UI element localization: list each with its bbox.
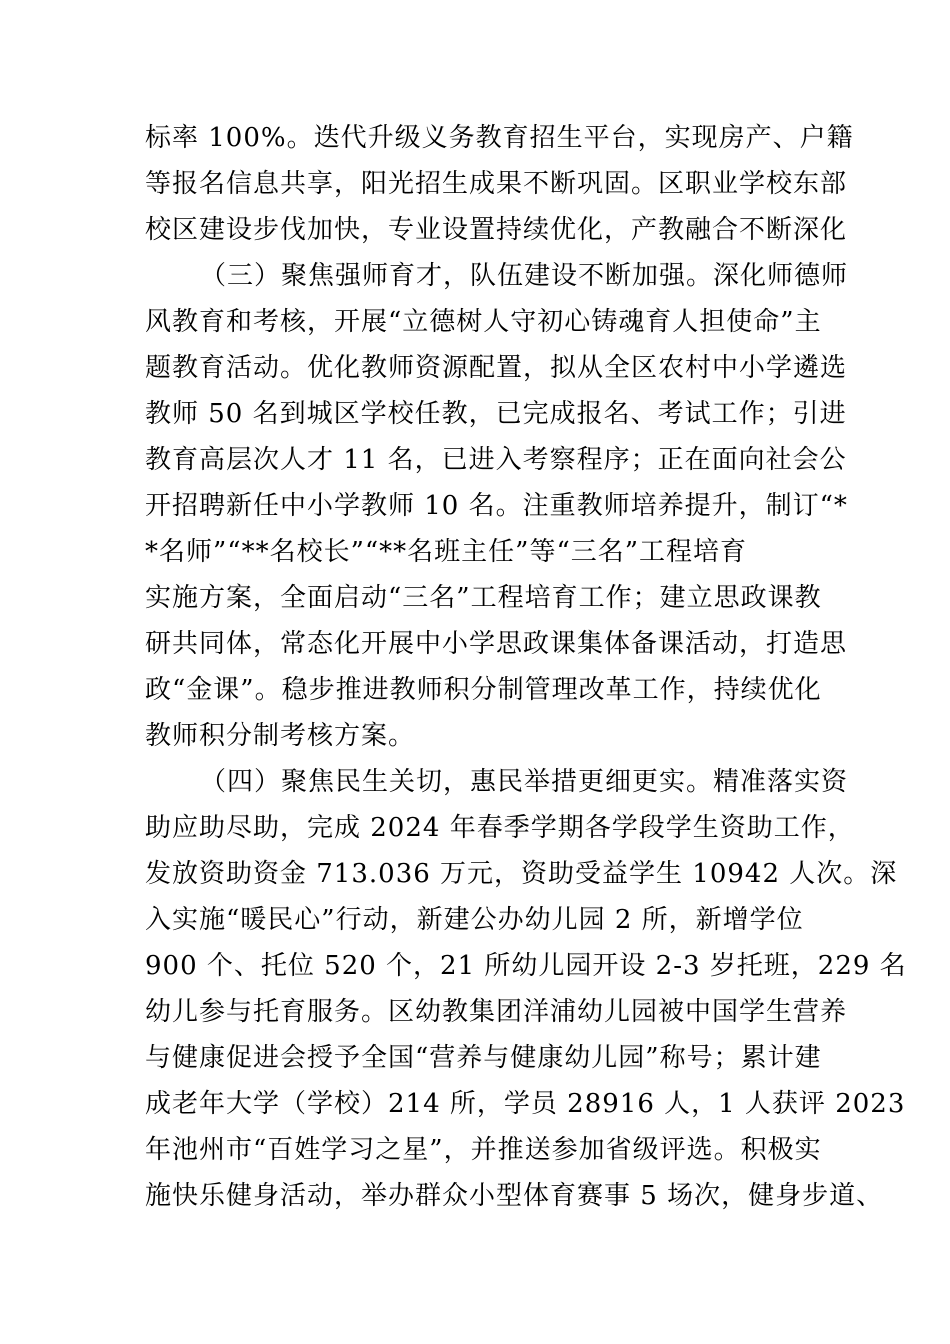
text-line: 等报名信息共享，阳光招生成果不断巩固。区职业学校东部	[145, 169, 848, 199]
text-line: 与健康促进会授予全国“营养与健康幼儿园”称号；累计建	[145, 1043, 822, 1073]
text-line: 助应助尽助，完成 2024 年春季学期各学段学生资助工作，	[145, 813, 855, 843]
text-line: 实施方案，全面启动“三名”工程培育工作；建立思政课教	[145, 583, 822, 613]
text-line: 教师积分制考核方案。	[145, 721, 416, 751]
text-line: 幼儿参与托育服务。区幼教集团洋浦幼儿园被中国学生营养	[145, 997, 848, 1027]
text-line: *名师”“**名校长”“**名班主任”等“三名”工程培育	[145, 537, 748, 567]
text-line: 教师 50 名到城区学校任教，已完成报名、考试工作；引进	[145, 399, 847, 429]
text-line: 研共同体，常态化开展中小学思政课集体备课活动，打造思	[145, 629, 848, 659]
text-line: 校区建设步伐加快，专业设置持续优化，产教融合不断深化	[145, 215, 848, 245]
text-line: 风教育和考核，开展“立德树人守初心铸魂育人担使命”主	[145, 307, 822, 337]
text-line: 开招聘新任中小学教师 10 名。注重教师培养提升，制订“*	[145, 491, 848, 521]
text-line: 年池州市“百姓学习之星”，并推送参加省级评选。积极实	[145, 1135, 822, 1165]
section-heading-3: （三）聚焦强师育才，队伍建设不断加强。深化师德师	[200, 261, 849, 291]
text-line: 施快乐健身活动，举办群众小型体育赛事 5 场次，健身步道、	[145, 1181, 884, 1211]
section-heading-4: （四）聚焦民生关切，惠民举措更细更实。精准落实资	[200, 767, 849, 797]
text-line: 标率 100%。迭代升级义务教育招生平台，实现房产、户籍	[145, 123, 854, 153]
text-line: 发放资助资金 713.036 万元，资助受益学生 10942 人次。深	[145, 859, 898, 889]
text-line: 900 个、托位 520 个，21 所幼儿园开设 2-3 岁托班，229 名	[145, 951, 907, 981]
text-line: 成老年大学（学校）214 所，学员 28916 人，1 人获评 2023	[145, 1089, 906, 1119]
text-line: 入实施“暖民心”行动，新建公办幼儿园 2 所，新增学位	[145, 905, 804, 935]
text-line: 政“金课”。稳步推进教师积分制管理改革工作，持续优化	[145, 675, 822, 705]
text-line: 题教育活动。优化教师资源配置，拟从全区农村中小学遴选	[145, 353, 848, 383]
text-line: 教育高层次人才 11 名，已进入考察程序；正在面向社会公	[145, 445, 847, 475]
